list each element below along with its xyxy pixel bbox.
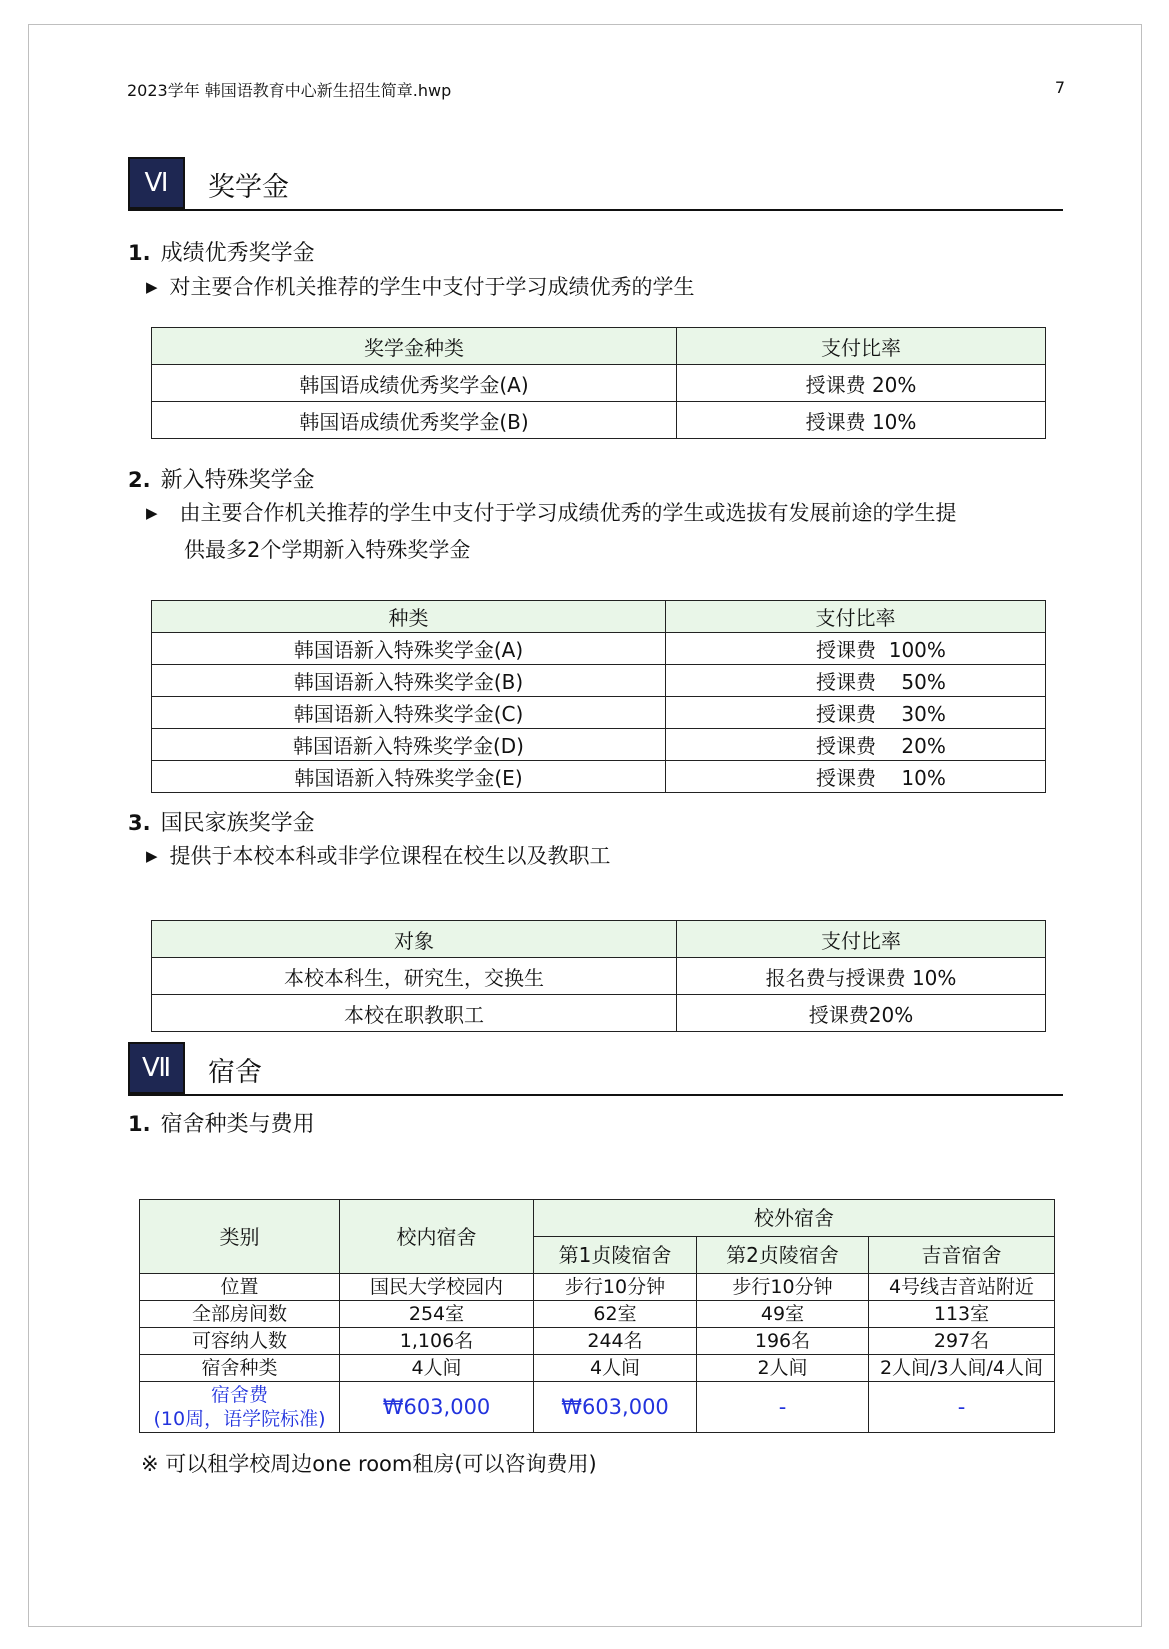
table-row (140, 1328, 1055, 1355)
column-header: 支付比率 (677, 921, 1046, 958)
table-header-row (152, 328, 1046, 365)
table-cell: 授课费20% (677, 995, 1046, 1032)
column-subheader: 第2贞陵宿舍 (697, 1237, 869, 1274)
footnote: ※ 可以租学校周边one room租房(可以咨询费用) (141, 1452, 597, 1476)
column-subheader: 吉音宿舍 (869, 1237, 1055, 1274)
fee-cell: - (697, 1382, 869, 1433)
table-cell: 韩国语新入特殊奖学金(C) (152, 697, 666, 729)
table-header-row (152, 921, 1046, 958)
column-header: 支付比率 (677, 328, 1046, 365)
family-scholarship-table (151, 920, 1046, 1032)
table-row (152, 633, 1046, 665)
bullet-text-continuation (184, 531, 470, 569)
table-row (152, 402, 1046, 439)
subsection-number: 1. (128, 1112, 151, 1136)
dorm-subsection-heading (128, 1107, 315, 1138)
table-cell: 韩国语新入特殊奖学金(E) (152, 761, 666, 793)
table-cell: 62室 (534, 1301, 697, 1328)
bullet-content: 提供于本校本科或非学位课程在校生以及教职工 (169, 844, 611, 868)
subsection-number: 3. (128, 811, 151, 835)
table-cell: 196名 (697, 1328, 869, 1355)
column-header: 奖学金种类 (152, 328, 677, 365)
triangle-bullet-icon: ▶ (146, 847, 158, 865)
fee-row (140, 1382, 1055, 1433)
page-number: 7 (1054, 78, 1065, 97)
document-header (127, 78, 1065, 101)
bullet-text (146, 837, 611, 875)
table-cell: 本校在职教职工 (152, 995, 677, 1032)
fee-label-cell (140, 1382, 340, 1433)
fee-label-note: (10周，语学院标准) (153, 1408, 326, 1430)
table-row (152, 697, 1046, 729)
triangle-bullet-icon: ▶ (146, 278, 158, 296)
subsection-title: 新入特殊奖学金 (160, 468, 315, 493)
triangle-bullet-icon: ▶ (146, 504, 158, 522)
fee-cell: ₩603,000 (534, 1382, 697, 1433)
bullet-content-line1: 由主要合作机关推荐的学生中支付于学习成绩优秀的学生或选拔有发展前途的学生提 (179, 501, 957, 525)
table-cell: 授课费 10% (677, 402, 1046, 439)
bullet-text (146, 268, 695, 306)
subsection-title: 宿舍种类与费用 (160, 1112, 315, 1137)
column-header: 支付比率 (666, 601, 1046, 633)
subsection-2-heading (128, 463, 315, 494)
table-cell: 授课费 10% (666, 761, 1046, 793)
table-cell: 4号线吉音站附近 (869, 1274, 1055, 1301)
table-cell: 244名 (534, 1328, 697, 1355)
table-cell: 韩国语成绩优秀奖学金(B) (152, 402, 677, 439)
column-header: 校内宿舍 (340, 1200, 534, 1274)
bullet-content-line2: 供最多2个学期新入特殊奖学金 (184, 538, 471, 562)
table-row (152, 365, 1046, 402)
table-cell: 宿舍种类 (140, 1355, 340, 1382)
table-cell: 授课费 100% (666, 633, 1046, 665)
section-7-title: 宿舍 (208, 1057, 262, 1088)
table-cell: 位置 (140, 1274, 340, 1301)
table-row (152, 958, 1046, 995)
table-row (152, 729, 1046, 761)
section-6-title: 奖学金 (208, 172, 289, 203)
column-subheader: 第1贞陵宿舍 (534, 1237, 697, 1274)
dormitory-table (139, 1199, 1055, 1433)
table-cell: 254室 (340, 1301, 534, 1328)
column-header: 类别 (140, 1200, 340, 1274)
table-cell: 步行10分钟 (534, 1274, 697, 1301)
bullet-content: 对主要合作机关推荐的学生中支付于学习成绩优秀的学生 (169, 275, 695, 299)
table-header-row (140, 1200, 1055, 1237)
subsection-number: 2. (128, 468, 151, 492)
table-cell: 报名费与授课费 10% (677, 958, 1046, 995)
section-7-heading (128, 1042, 1063, 1096)
column-header: 种类 (152, 601, 666, 633)
table-row (140, 1301, 1055, 1328)
table-cell: 韩国语成绩优秀奖学金(A) (152, 365, 677, 402)
table-cell: 授课费 20% (666, 729, 1046, 761)
table-cell: 49室 (697, 1301, 869, 1328)
subsection-title: 成绩优秀奖学金 (160, 241, 315, 266)
table-row (152, 665, 1046, 697)
table-cell: 授课费 50% (666, 665, 1046, 697)
table-cell: 4人间 (340, 1355, 534, 1382)
table-cell: 113室 (869, 1301, 1055, 1328)
special-scholarship-table (151, 600, 1046, 793)
table-cell: 步行10分钟 (697, 1274, 869, 1301)
table-cell: 2人间/3人间/4人间 (869, 1355, 1055, 1382)
section-7-numeral: Ⅶ (128, 1042, 185, 1094)
merit-scholarship-table (151, 327, 1046, 439)
table-cell: 可容纳人数 (140, 1328, 340, 1355)
column-header: 校外宿舍 (534, 1200, 1055, 1237)
subsection-title: 国民家族奖学金 (160, 811, 315, 836)
table-cell: 韩国语新入特殊奖学金(B) (152, 665, 666, 697)
fee-cell: - (869, 1382, 1055, 1433)
table-row (152, 995, 1046, 1032)
subsection-1-heading (128, 236, 315, 267)
table-cell: 1,106名 (340, 1328, 534, 1355)
table-cell: 本校本科生，研究生，交换生 (152, 958, 677, 995)
table-cell: 授课费 20% (677, 365, 1046, 402)
table-header-row (152, 601, 1046, 633)
table-cell: 授课费 30% (666, 697, 1046, 729)
table-cell: 4人间 (534, 1355, 697, 1382)
subsection-3-heading (128, 806, 315, 837)
table-cell: 韩国语新入特殊奖学金(D) (152, 729, 666, 761)
bullet-text (146, 494, 957, 532)
fee-label: 宿舍费 (210, 1384, 268, 1406)
table-cell: 全部房间数 (140, 1301, 340, 1328)
table-cell: 2人间 (697, 1355, 869, 1382)
table-cell: 297名 (869, 1328, 1055, 1355)
fee-cell: ₩603,000 (340, 1382, 534, 1433)
table-row (140, 1274, 1055, 1301)
document-title: 2023学年 韩国语教育中心新生招生简章.hwp (127, 81, 452, 100)
section-6-numeral: Ⅵ (128, 157, 185, 209)
column-header: 对象 (152, 921, 677, 958)
table-cell: 国民大学校园内 (340, 1274, 534, 1301)
subsection-number: 1. (128, 241, 151, 265)
table-row (152, 761, 1046, 793)
section-6-heading (128, 157, 1063, 211)
table-row (140, 1355, 1055, 1382)
table-cell: 韩国语新入特殊奖学金(A) (152, 633, 666, 665)
